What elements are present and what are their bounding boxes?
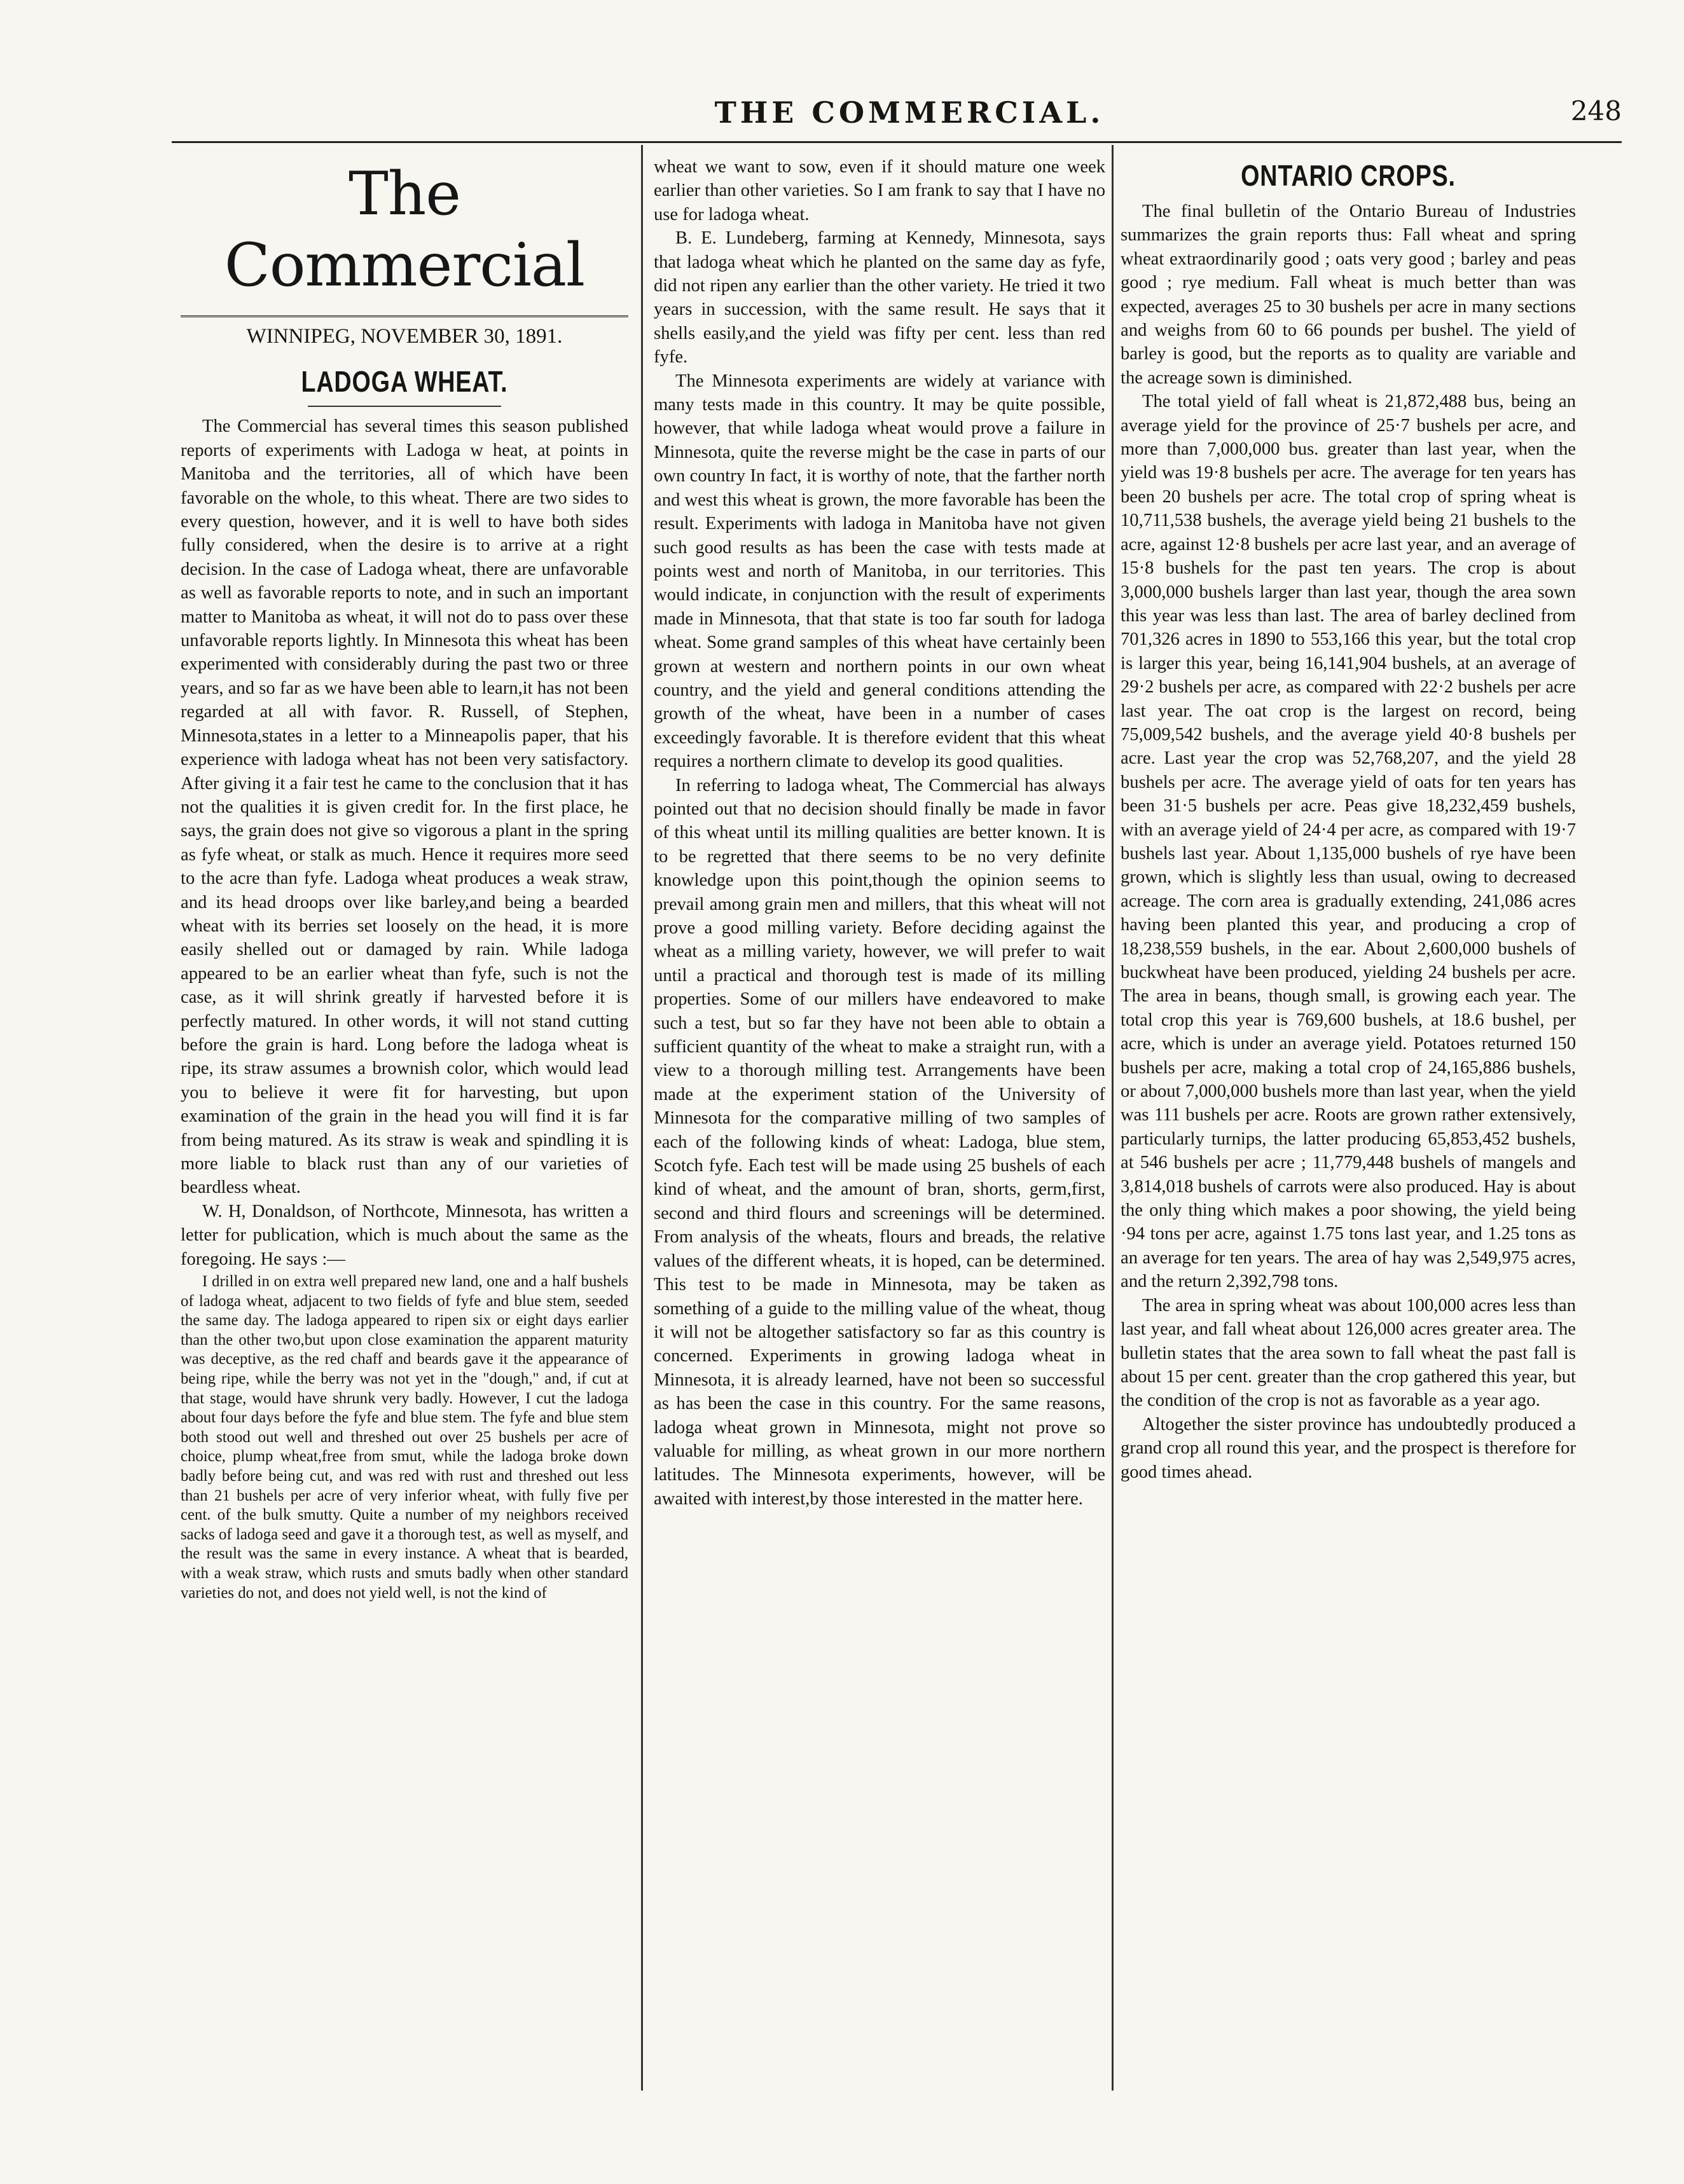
paragraph: The Commercial has several times this season published reports of experiments with Ladoga w heat, at points in Manitoba and the territories, all of which have been favorable on the whole, to this wheat. There are two sides to every question, however, and it is well to have both sides fully considered, when the desire is to arrive at a right decision. In the case of Ladoga wheat, there are unfavorable as well as favorable reports to note, and in such an important matter to Manitoba as wheat, it will not do to pass over these unfavorable reports lightly. In Minnesota this wheat has been experimented with considerably during the past two or three years, and so far as we have been able to learn,it has not been regarded at all with favor. R. Russell, of Stephen, Minnesota,states in a letter to a Minneapolis paper, that his experience with ladoga wheat has not been very satisfactory. After giving it a fair test he came to the conclusion that it has not the qualities it is given credit for. In the first place, he says, the grain does not give so vigorous a plant in the spring as fyfe wheat, or stalk as much. Hence it requires more seed to the acre than fyfe. Ladoga wheat produces a weak straw, and its head droops over like barley,and being a bearded wheat with its berries set loosely on the head, it is more easily shelled out or damaged by rain. While ladoga appeared to be an earlier wheat than fyfe, such is not the case, as it will shrink greatly if harvested before it is perfectly matured. In other words, it will not stand cutting before the grain is hard. Long before the ladoga wheat is ripe, its straw assumes a brownish color, which would lead you to believe it were fit for harvesting, but upon examination of the grain in the head you will find it is far from being matured. As its straw is weak and spindling it is more liable to black rust than any of our varieties of beardless wheat. xyxy=(181,416,628,1198)
column-divider xyxy=(641,145,643,2091)
quoted-letter xyxy=(181,1272,628,1603)
paragraph: The Minnesota experiments are widely at variance with many tests made in this country. It may be quite possible, however, that while ladoga wheat would prove a failure in Minnesota, quite the reverse might be the case in parts of our own country In fact, it is worthy of note, that the farther north and west this wheat is grown, the more favorable has been the result. Experiments with ladoga in Manitoba have not given such good results as has been the case with tests made at points west and north of Manitoba, in our territories. This would indicate, in conjunction with the result of experiments made in Minnesota, that that state is too far south for ladoga wheat. Some grand samples of this wheat have certainly been grown at western and northern points in our own wheat country, and the yield and general conditions attending the growth of the wheat, have been in a number of cases exceedingly favorable. It is therefore evident that this wheat requires a northern climate to develop its good qualities. xyxy=(654,371,1105,772)
paragraph: W. H, Donaldson, of Northcote, Minnesota, has written a letter for publication, which is much about the same as the foregoing. He says :— xyxy=(181,1201,628,1269)
heading-rule xyxy=(308,406,501,407)
column-divider xyxy=(1112,145,1114,2091)
masthead: The Commercial xyxy=(224,160,585,300)
column-middle xyxy=(654,155,1105,1511)
header-rule xyxy=(172,141,1622,143)
article-heading-ladoga: LADOGA WHEAT. xyxy=(301,365,508,399)
paragraph: The total yield of fall wheat is 21,872,488 bus, being an average yield for the province of 25·7 bushels per acre, and more than 7,000,000 bus. greater than last year, when the yield was 19·8 bushels per acre. The average for ten years has been 20 bushels per acre. The total crop of spring wheat is 10,711,538 bushels, the average yield being 21 bushels to the acre, against 12·8 bushels per acre last year, and an average of 15·8 bushels for the past ten years. The crop is about 3,000,000 bushels larger than last year, though the area sown this year was less than last. The area of barley declined from 701,326 acres in 1890 to 553,166 this year, but the total crop is larger this year, being 16,141,904 bushels, at an average of 29·2 bushels per acre, as compared with 22·2 bushels per acre last year. The oat crop is the largest on record, being 75,009,542 bushels, and the average yield 40·8 bushels per acre. Last year the crop was 52,768,207, and the yield 28 bushels per acre. The average yield of oats for ten years has been 31·5 bushels per acre. Peas give 18,232,459 bushels, with an average yield of 24·4 per acre, as compared with 19·7 bushels last year. About 1,135,000 bushels of rye have been grown, which is slightly less than usual, owing to decreased acreage. The corn area is gradually extending, 241,086 acres having been planted this year, and producing a crop of 18,238,559 bushels, in the ear. About 2,600,000 bushels of buckwheat have been produced, yielding 24 bushels per acre. The area in beans, though small, is growing each year. The total crop this year is 769,600 bushels, at 18.6 bushel, per acre, which is under an average yield. Potatoes returned 150 bushels per acre, making a total crop of 24,165,886 bushels, or about 7,000,000 bushels more than last year, when the yield was 111 bushels per acre. Roots are grown rather extensively, particularly turnips, the latter producing 65,853,452 bushels, at 546 bushels per acre ; 11,779,448 bushels of mangels and 3,814,018 bushels of carrots were also produced. Hay is about the only thing which makes a poor showing, the yield being ·94 tons per acre, against 1.75 tons last year, and 1.25 tons as an average for ten years. The area of hay was 2,549,975 acres, and the return 2,392,798 tons. xyxy=(1121,392,1576,1292)
paragraph: B. E. Lundeberg, farming at Kennedy, Minnesota, says that ladoga wheat which he planted on the same day as fyfe, did not ripen any earlier than the other variety. He tried it two years in succession, with the same result. He says that it shells easily,and the yield was fifty per cent. less than red fyfe. xyxy=(654,228,1105,367)
paragraph: In referring to ladoga wheat, The Commercial has always pointed out that no decision should finally be made in favor of this wheat until its milling qualities are better known. It is to be regretted that there seems to be no very definite knowledge upon this point,though the opinion seems to prevail among grain men and millers, that this wheat will not prove a good milling variety. Before deciding against the wheat as a milling variety, however, we will prefer to wait until a practical and thorough test is made of its milling properties. Some of our millers have endeavored to make such a test, but so far they have not been able to obtain a sufficient quantity of the wheat to make a straight run, with a view to a thorough milling test. Arrangements have been made at the experiment station of the University of Minnesota for the comparative milling of two samples of each of the following kinds of wheat: Ladoga, blue stem, Scotch fyfe. Each test will be made using 25 bushels of each kind of wheat, and the amount of bran, shorts, germ,first, second and third flours and screenings will be determined. From analysis of the wheats, flours and breads, the relative values of the different wheats, it is hoped, can be determined. This test to be made in Minnesota, may be taken as something of a guide to the milling value of the wheat, thoug it will not be altogether satisfactory so far as this country is concerned. Experiments in growing ladoga wheat in Minnesota, it is already learned, have not been so successful as has been the case in this country. For the same reasons, ladoga wheat grown in Minnesota, might not prove so valuable for milling, as wheat grown in our more northern latitudes. The Minnesota experiments, however, will be awaited with interest,by those interested in the matter here. xyxy=(654,775,1105,1509)
column-left xyxy=(181,155,628,1603)
paragraph: I drilled in on extra well prepared new land, one and a half bushels of ladoga wheat, adjacent to two fields of fyfe and blue stem, seeded the same day. The ladoga appeared to ripen six or eight days earlier than the other two,but upon close examination the apparent maturity was deceptive, as the red chaff and beards gave it the appearance of being ripe, while the berry was not yet in the "dough," and, if cut at that stage, would have shrunk very badly. However, I cut the ladoga about four days before the fyfe and blue stem. The fyfe and blue stem both stood out well and threshed out over 25 bushels per acre of choice, plump wheat,free from smut, while the ladoga broke down badly before being cut, and was red with rust and threshed out less than 21 bushels per acre of very inferior wheat, with fully five per cent. of the bulk smutty. Quite a number of my neighbors received sacks of ladoga seed and gave it a thorough test, as well as myself, and the result was the same in every instance. A wheat that is bearded, with a weak straw, which rusts and smuts badly when other standard varieties do not, and does not yield well, is not the kind of xyxy=(181,1273,628,1602)
running-head: THE COMMERCIAL. xyxy=(714,95,1105,130)
paragraph: wheat we want to sow, even if it should mature one week earlier than other varieties. So I am frank to say that I have no use for ladoga wheat. xyxy=(654,157,1105,224)
dateline: WINNIPEG, NOVEMBER 30, 1891. xyxy=(181,315,628,348)
page-number: 248 xyxy=(1570,95,1622,127)
page-header xyxy=(159,95,1622,134)
paragraph: The final bulletin of the Ontario Bureau of Industries summarizes the grain reports thus: Fall wheat and spring wheat extraordinarily good ; oats very good ; barley and peas good ; rye medium. Fall wheat is much better than was expected, averages 25 to 30 bushels per acre in many sections and weighs from 60 to 66 pounds per bushel. The yield of barley is good, but the reports as to quality are variable and the acreage sown is diminished. xyxy=(1121,202,1576,388)
paragraph: The area in spring wheat was about 100,000 acres less than last year, and fall wheat about 126,000 acres greater area. The bulletin states that the area sown to fall wheat the past fall is about 15 per cent. greater than the crop gathered this year, but the condition of the crop is not as favorable as a year ago. xyxy=(1121,1295,1576,1411)
paragraph: Altogether the sister province has undoubtedly produced a grand crop all round this year, and the prospect is therefore for good times ahead. xyxy=(1121,1414,1576,1482)
article-heading-ontario: ONTARIO CROPS. xyxy=(1241,159,1456,192)
column-right xyxy=(1121,155,1576,1484)
